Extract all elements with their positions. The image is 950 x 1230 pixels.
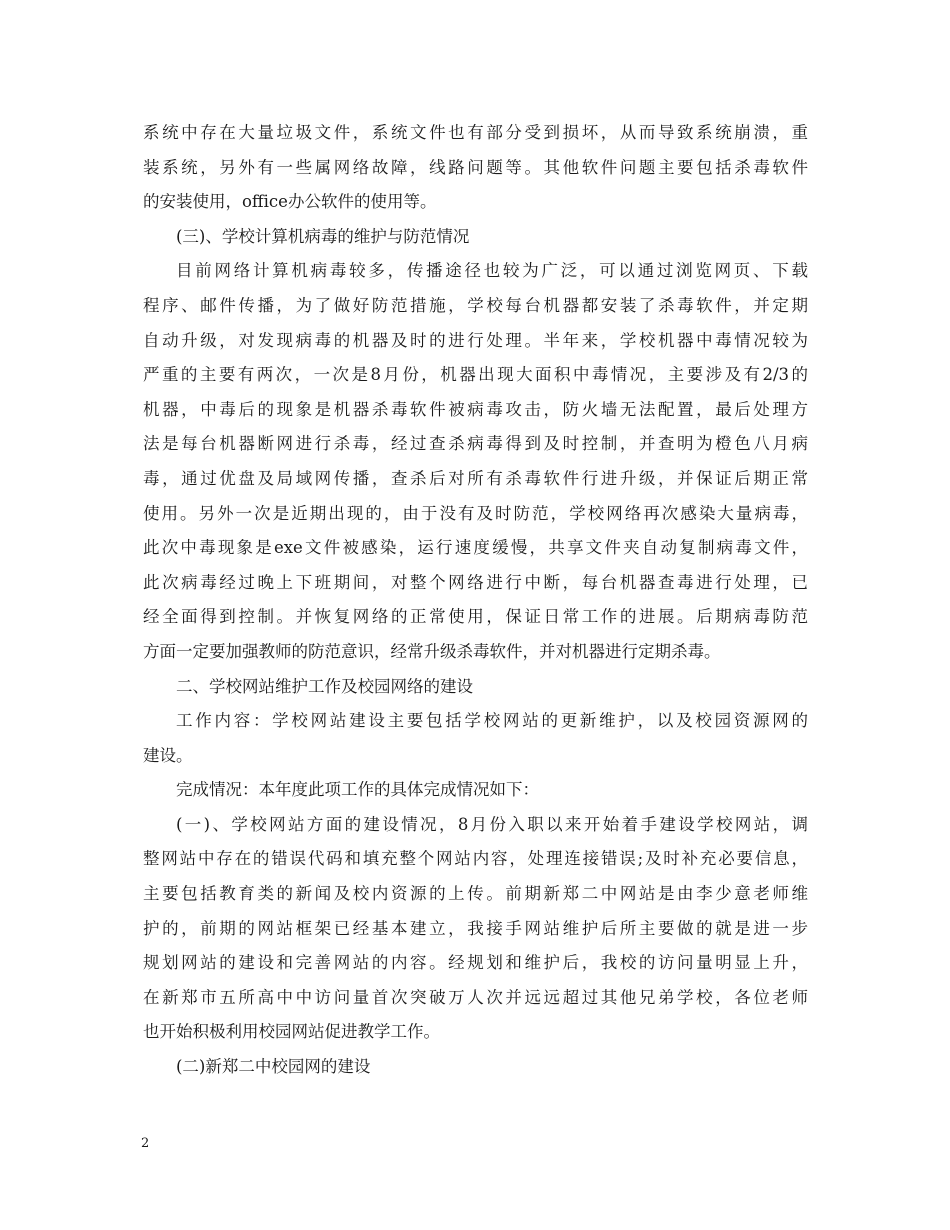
section-heading: (三)、学校计算机病毒的维护与防范情况 — [176, 226, 470, 246]
text-line: 机器，中毒后的现象是机器杀毒软件被病毒攻击，防火墙无法配置，最后处理方 — [143, 399, 808, 419]
section-heading: 二、学校网站维护工作及校园网络的建设 — [176, 676, 473, 696]
text-line: 也开始积极利用校园网站促进教学工作。 — [143, 1022, 440, 1042]
text-line: 规划网站的建设和完善网站的内容。经规划和维护后，我校的访问量明显上升， — [143, 953, 808, 973]
text-line: 毒，通过优盘及局域网传播，查杀后对所有杀毒软件行进升级，并保证后期正常 — [143, 468, 808, 488]
text-line: 护的，前期的网站框架已经基本建立，我接手网站维护后所主要做的就是进一步 — [143, 918, 808, 938]
text-line: 完成情况：本年度此项工作的具体完成情况如下： — [176, 780, 539, 800]
text-line: 法是每台机器断网进行杀毒，经过查杀病毒得到及时控制，并查明为橙色八月病 — [143, 434, 808, 454]
text-line: 方面一定要加强教师的防范意识，经常升级杀毒软件，并对机器进行定期杀毒。 — [143, 641, 721, 661]
text-line: 此次中毒现象是exe文件被感染，运行速度缓慢，共享文件夹自动复制病毒文件， — [143, 538, 808, 558]
section-heading: (二)新郑二中校园网的建设 — [176, 1057, 371, 1077]
text-line: 自动升级，对发现病毒的机器及时的进行处理。半年来，学校机器中毒情况较为 — [143, 330, 808, 350]
text-line: 在新郑市五所高中中访问量首次突破万人次并远远超过其他兄弟学校，各位老师 — [143, 987, 808, 1007]
text-line: 严重的主要有两次，一次是8月份，机器出现大面积中毒情况，主要涉及有2/3的 — [143, 365, 808, 385]
text-line: 工作内容：学校网站建设主要包括学校网站的更新维护，以及校园资源网的 — [176, 711, 808, 731]
text-line: 系统中存在大量垃圾文件，系统文件也有部分受到损坏，从而导致系统崩溃，重 — [143, 123, 808, 142]
text-line: 此次病毒经过晚上下班期间，对整个网络进行中断，每台机器查毒进行处理，已 — [143, 572, 808, 592]
text-line: 的安装使用，office办公软件的使用等。 — [143, 192, 437, 212]
body-text — [143, 116, 808, 1085]
text-line: 程序、邮件传播，为了做好防范措施，学校每台机器都安装了杀毒软件，并定期 — [143, 295, 808, 315]
page-number: 2 — [141, 1136, 150, 1151]
text-line: 使用。另外一次是近期出现的，由于没有及时防范，学校网络再次感染大量病毒， — [143, 503, 808, 523]
text-line: 经全面得到控制。并恢复网络的正常使用，保证日常工作的进展。后期病毒防范 — [143, 607, 808, 627]
text-line: 主要包括教育类的新闻及校内资源的上传。前期新郑二中网站是由李少意老师维 — [143, 884, 808, 904]
text-line: 目前网络计算机病毒较多，传播途径也较为广泛，可以通过浏览网页、下载 — [176, 261, 808, 281]
text-line: (一)、学校网站方面的建设情况，8月份入职以来开始着手建设学校网站，调 — [176, 814, 808, 834]
text-line: 建设。 — [143, 745, 193, 765]
text-line: 装系统，另外有一些属网络故障，线路问题等。其他软件问题主要包括杀毒软件 — [143, 157, 808, 177]
text-line: 整网站中存在的错误代码和填充整个网站内容，处理连接错误;及时补充必要信息， — [143, 849, 808, 869]
